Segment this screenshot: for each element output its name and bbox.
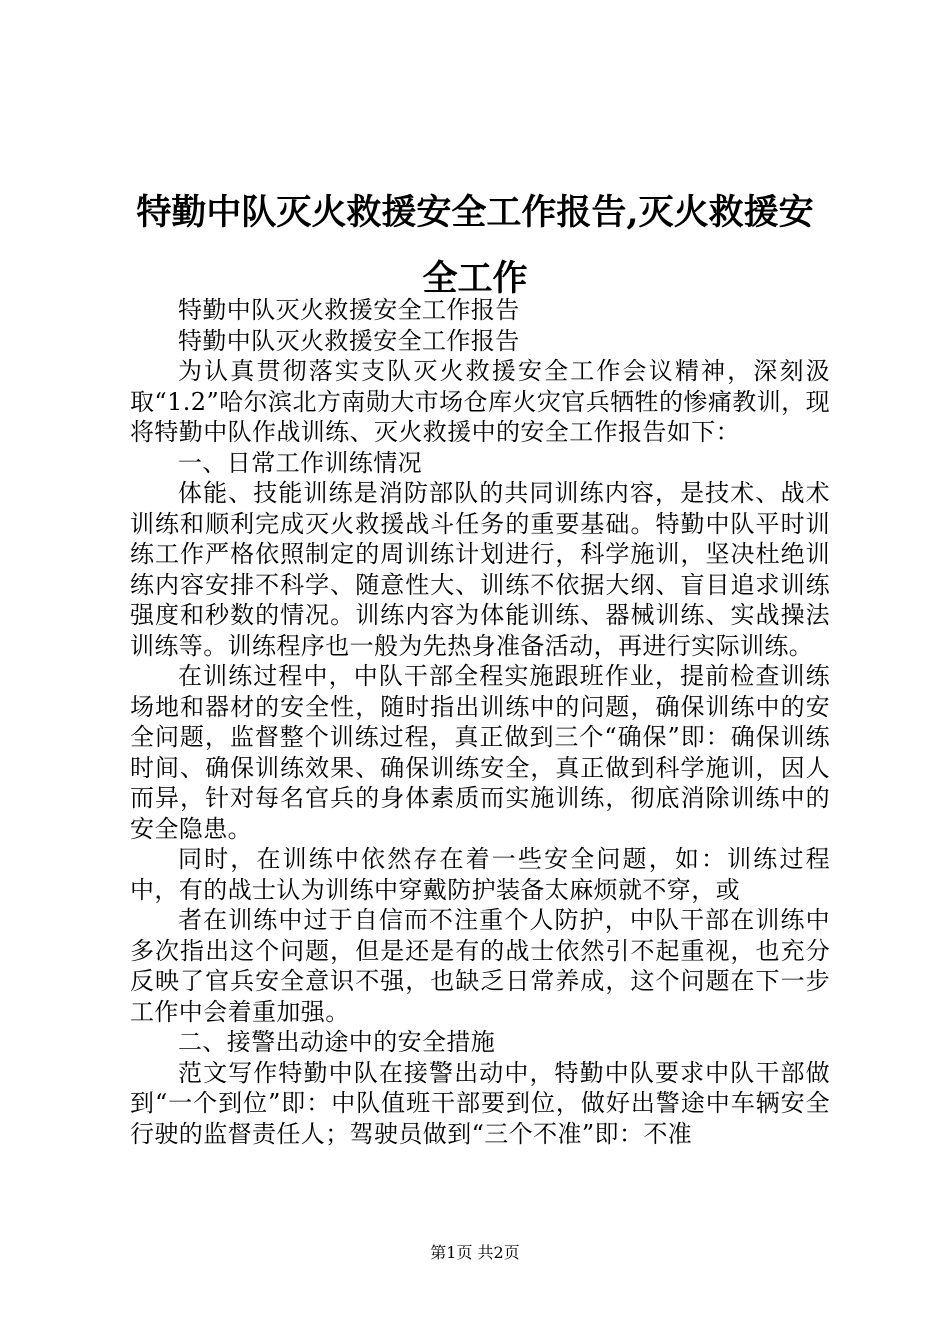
document-body: [130, 295, 830, 1149]
paragraph: 者在训练中过于自信而不注重个人防护，中队干部在训练中多次指出这个问题，但是还是有的战士依然引不起重视，也充分反映了官兵安全意识不强，也缺乏日常养成，这个问题在下一步工作中会着重加强。: [130, 906, 830, 1026]
paragraph: 同时，在训练中依然存在着一些安全问题，如：训练过程中，有的战士认为训练中穿戴防护装备太麻烦就不穿，或: [130, 845, 830, 904]
paragraph: 在训练过程中，中队干部全程实施跟班作业，提前检查训练场地和器材的安全性，随时指出训练中的问题，确保训练中的安全问题，监督整个训练过程，真正做到三个“确保”即：确保训练时间、确保训练效果、确保训练安全，真正做到科学施训，因人而异，针对每名官兵的身体素质而实施训练，彻底消除训练中的安全隐患。: [130, 662, 830, 843]
paragraph: 体能、技能训练是消防部队的共同训练内容，是技术、战术训练和顺利完成灭火救援战斗任务的重要基础。特勤中队平时训练工作严格依照制定的周训练计划进行，科学施训，坚决杜绝训练内容安排不科学、随意性大、训练不依据大纲、盲目追求训练强度和秒数的情况。训练内容为体能训练、器械训练、实战操法训练等。训练程序也一般为先热身准备活动，再进行实际训练。: [130, 479, 830, 660]
document-title: 特勤中队灭火救援安全工作报告,灭火救援安全工作: [136, 192, 814, 299]
page-footer: 第1页 共2页: [430, 1243, 520, 1262]
section-heading: 二、接警出动途中的安全措施: [178, 1028, 496, 1056]
paragraph: 为认真贯彻落实支队灭火救援安全工作会议精神，深刻汲取“1.2”哈尔滨北方南勋大市场仓库火灾官兵牺牲的惨痛教训，现将特勤中队作战训练、灭火救援中的安全工作报告如下：: [130, 357, 830, 446]
section-heading: 一、日常工作训练情况: [178, 448, 422, 477]
paragraph: 特勤中队灭火救援安全工作报告: [178, 296, 520, 324]
paragraph: 范文写作特勤中队在接警出动中，特勤中队要求中队干部做到“一个到位”即：中队值班干部要到位，做好出警途中车辆安全行驶的监督责任人；驾驶员做到“三个不准”即：不准: [130, 1058, 830, 1148]
paragraph: 特勤中队灭火救援安全工作报告: [178, 326, 520, 355]
